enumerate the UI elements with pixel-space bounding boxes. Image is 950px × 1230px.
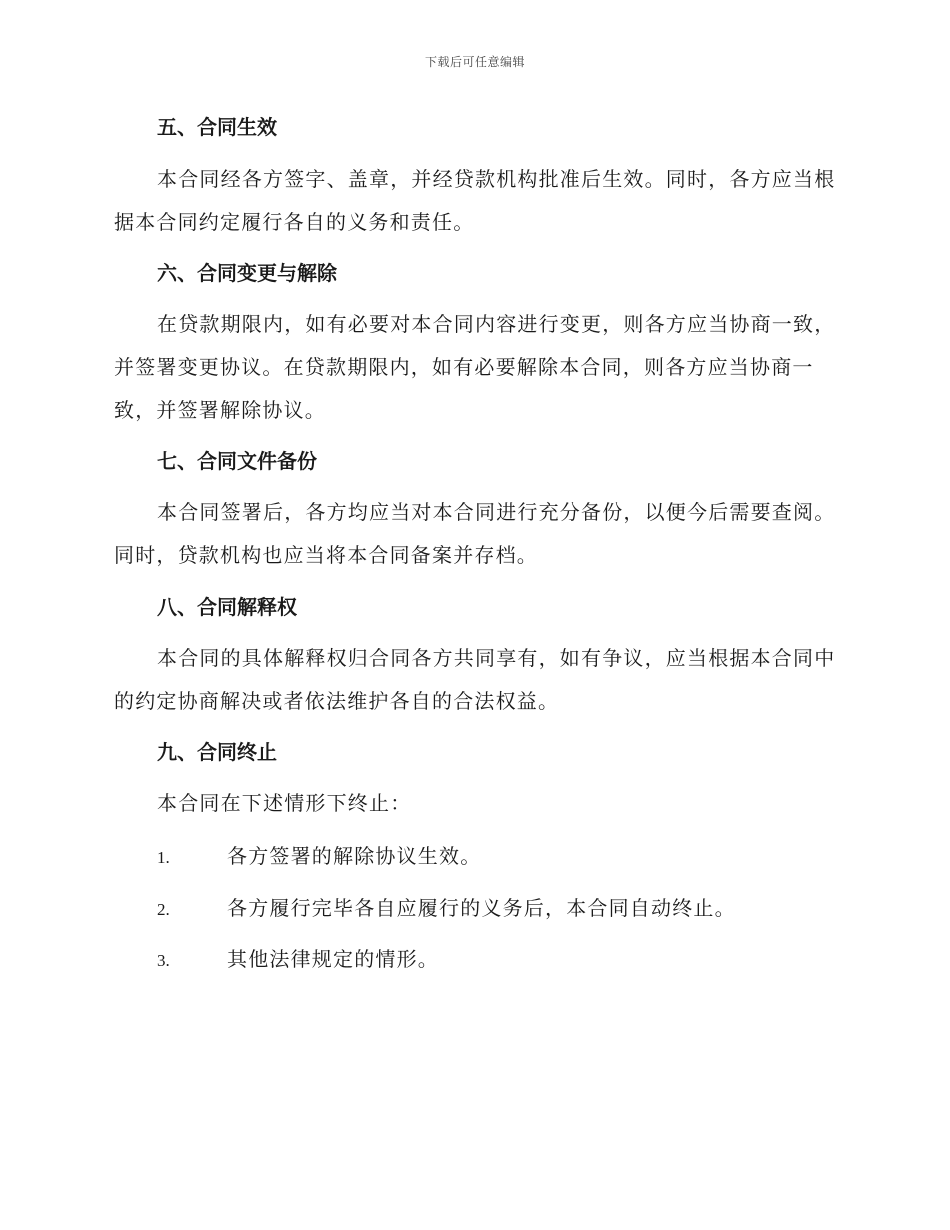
list-item xyxy=(157,893,736,925)
page-header: 下载后可任意编辑 xyxy=(424,55,525,69)
list-item-text: 其他法律规定的情形。 xyxy=(227,947,439,971)
paragraph-text: 本合同签署后，各方均应当对本合同进行充分备份，以便今后需要查阅。同时，贷款机构也应当将本合同备案并存档。 xyxy=(114,500,836,567)
section-paragraph-5 xyxy=(114,158,836,244)
list-item-number: 1. xyxy=(157,848,170,867)
section-heading-8: 八、合同解释权 xyxy=(157,595,297,619)
paragraph-text: 在贷款期限内，如有必要对本合同内容进行变更，则各方应当协商一致，并签署变更协议。在贷款期限内，如有必要解除本合同，则各方应当协商一致，并签署解除协议。 xyxy=(114,312,836,422)
section-paragraph-6 xyxy=(114,303,836,432)
paragraph-text: 本合同在下述情形下终止： xyxy=(157,791,412,815)
section-heading-6: 六、合同变更与解除 xyxy=(157,261,337,285)
list-item-number: 3. xyxy=(157,951,170,970)
section-heading-9: 九、合同终止 xyxy=(157,740,277,764)
paragraph-text: 本合同的具体解释权归合同各方共同享有，如有争议，应当根据本合同中的约定协商解决或者依法维护各自的合法权益。 xyxy=(114,646,836,713)
section-heading-7: 七、合同文件备份 xyxy=(157,449,317,473)
list-item-number: 2. xyxy=(157,900,170,919)
section-heading-5: 五、合同生效 xyxy=(157,115,277,139)
paragraph-text: 本合同经各方签字、盖章，并经贷款机构批准后生效。同时，各方应当根据本合同约定履行各自的义务和责任。 xyxy=(114,167,836,234)
list-item-text: 各方签署的解除协议生效。 xyxy=(227,844,482,868)
section-paragraph-8 xyxy=(114,637,836,723)
section-paragraph-9 xyxy=(114,782,836,825)
list-item xyxy=(157,944,439,976)
list-item-text: 各方履行完毕各自应履行的义务后，本合同自动终止。 xyxy=(227,896,736,920)
section-paragraph-7 xyxy=(114,491,836,577)
list-item xyxy=(157,841,481,873)
